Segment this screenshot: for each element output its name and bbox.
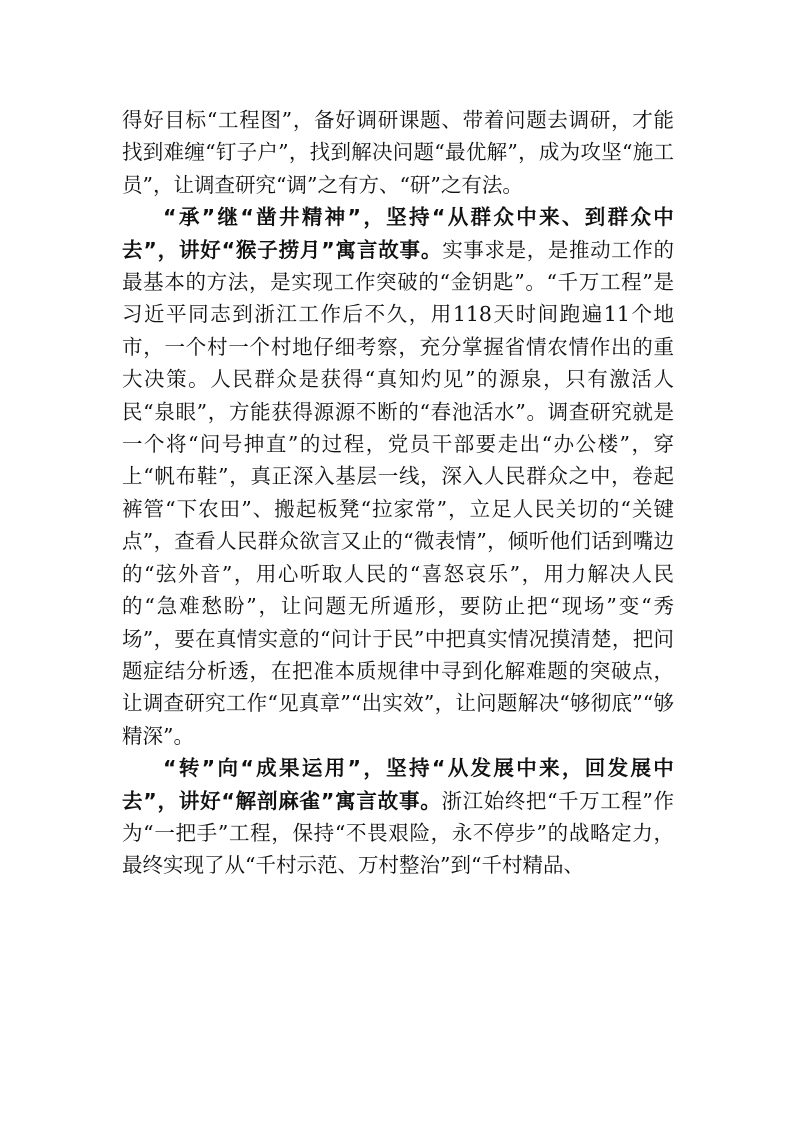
paragraph-body: 浙江始终把“千万工程”作为“一把手”工程，保持“不畏艰险，永不停步”的战略定力，最终实现了从“千村示范、万村整治”到“千村精品、	[122, 788, 674, 878]
paragraph-continued	[122, 104, 674, 201]
paragraph-zhuan	[122, 752, 674, 882]
article-body	[122, 104, 674, 882]
paragraph-lead: “转”向“成果运用”，坚持“从发展中来，回发展中去”，讲好“解剖麻雀”寓言故事。	[122, 756, 674, 813]
paragraph-cheng	[122, 201, 674, 752]
paragraph-lead: “承”继“凿井精神”，坚持“从群众中来、到群众中去”，讲好“猴子捞月”寓言故事。	[122, 205, 674, 262]
paragraph-body: 得好目标“工程图”，备好调研课题、带着问题去调研，才能找到难缠“钉子户”，找到解决问题“最优解”，成为攻坚“施工员”，让调查研究“调”之有方、“研”之有法。	[122, 108, 674, 197]
paragraph-body: 实事求是，是推动工作的最基本的方法，是实现工作突破的“金钥匙”。“千万工程”是习近平同志到浙江工作后不久，用118天时间跑遍11个地市，一个村一个村地仔细考察，充分掌握省情农情作出的重大决策。人民群众是获得“真知灼见”的源泉，只有激活人民“泉眼”，方能获得源源不断的“春池活水”。调查研究就是一个将“问号抻直”的过程，党员干部要走出“办公楼”，穿上“帆布鞋”，真正深入基层一线，深入人民群众之中，卷起裤管“下农田”、搬起板凳“拉家常”，立足人民关切的“关键点”，查看人民群众欲言又止的“微表情”，倾听他们话到嘴边的“弦外音”，用心听取人民的“喜怒哀乐”，用力解决人民的“急难愁盼”，让问题无所遁形，要防止把“现场”变“秀场”，要在真情实意的“问计于民”中把真实情况摸清楚，把问题症结分析透，在把准本质规律中寻到化解难题的突破点，让调查研究工作“见真章”“出实效”，让问题解决“够彻底”“够精深”。	[122, 237, 675, 748]
